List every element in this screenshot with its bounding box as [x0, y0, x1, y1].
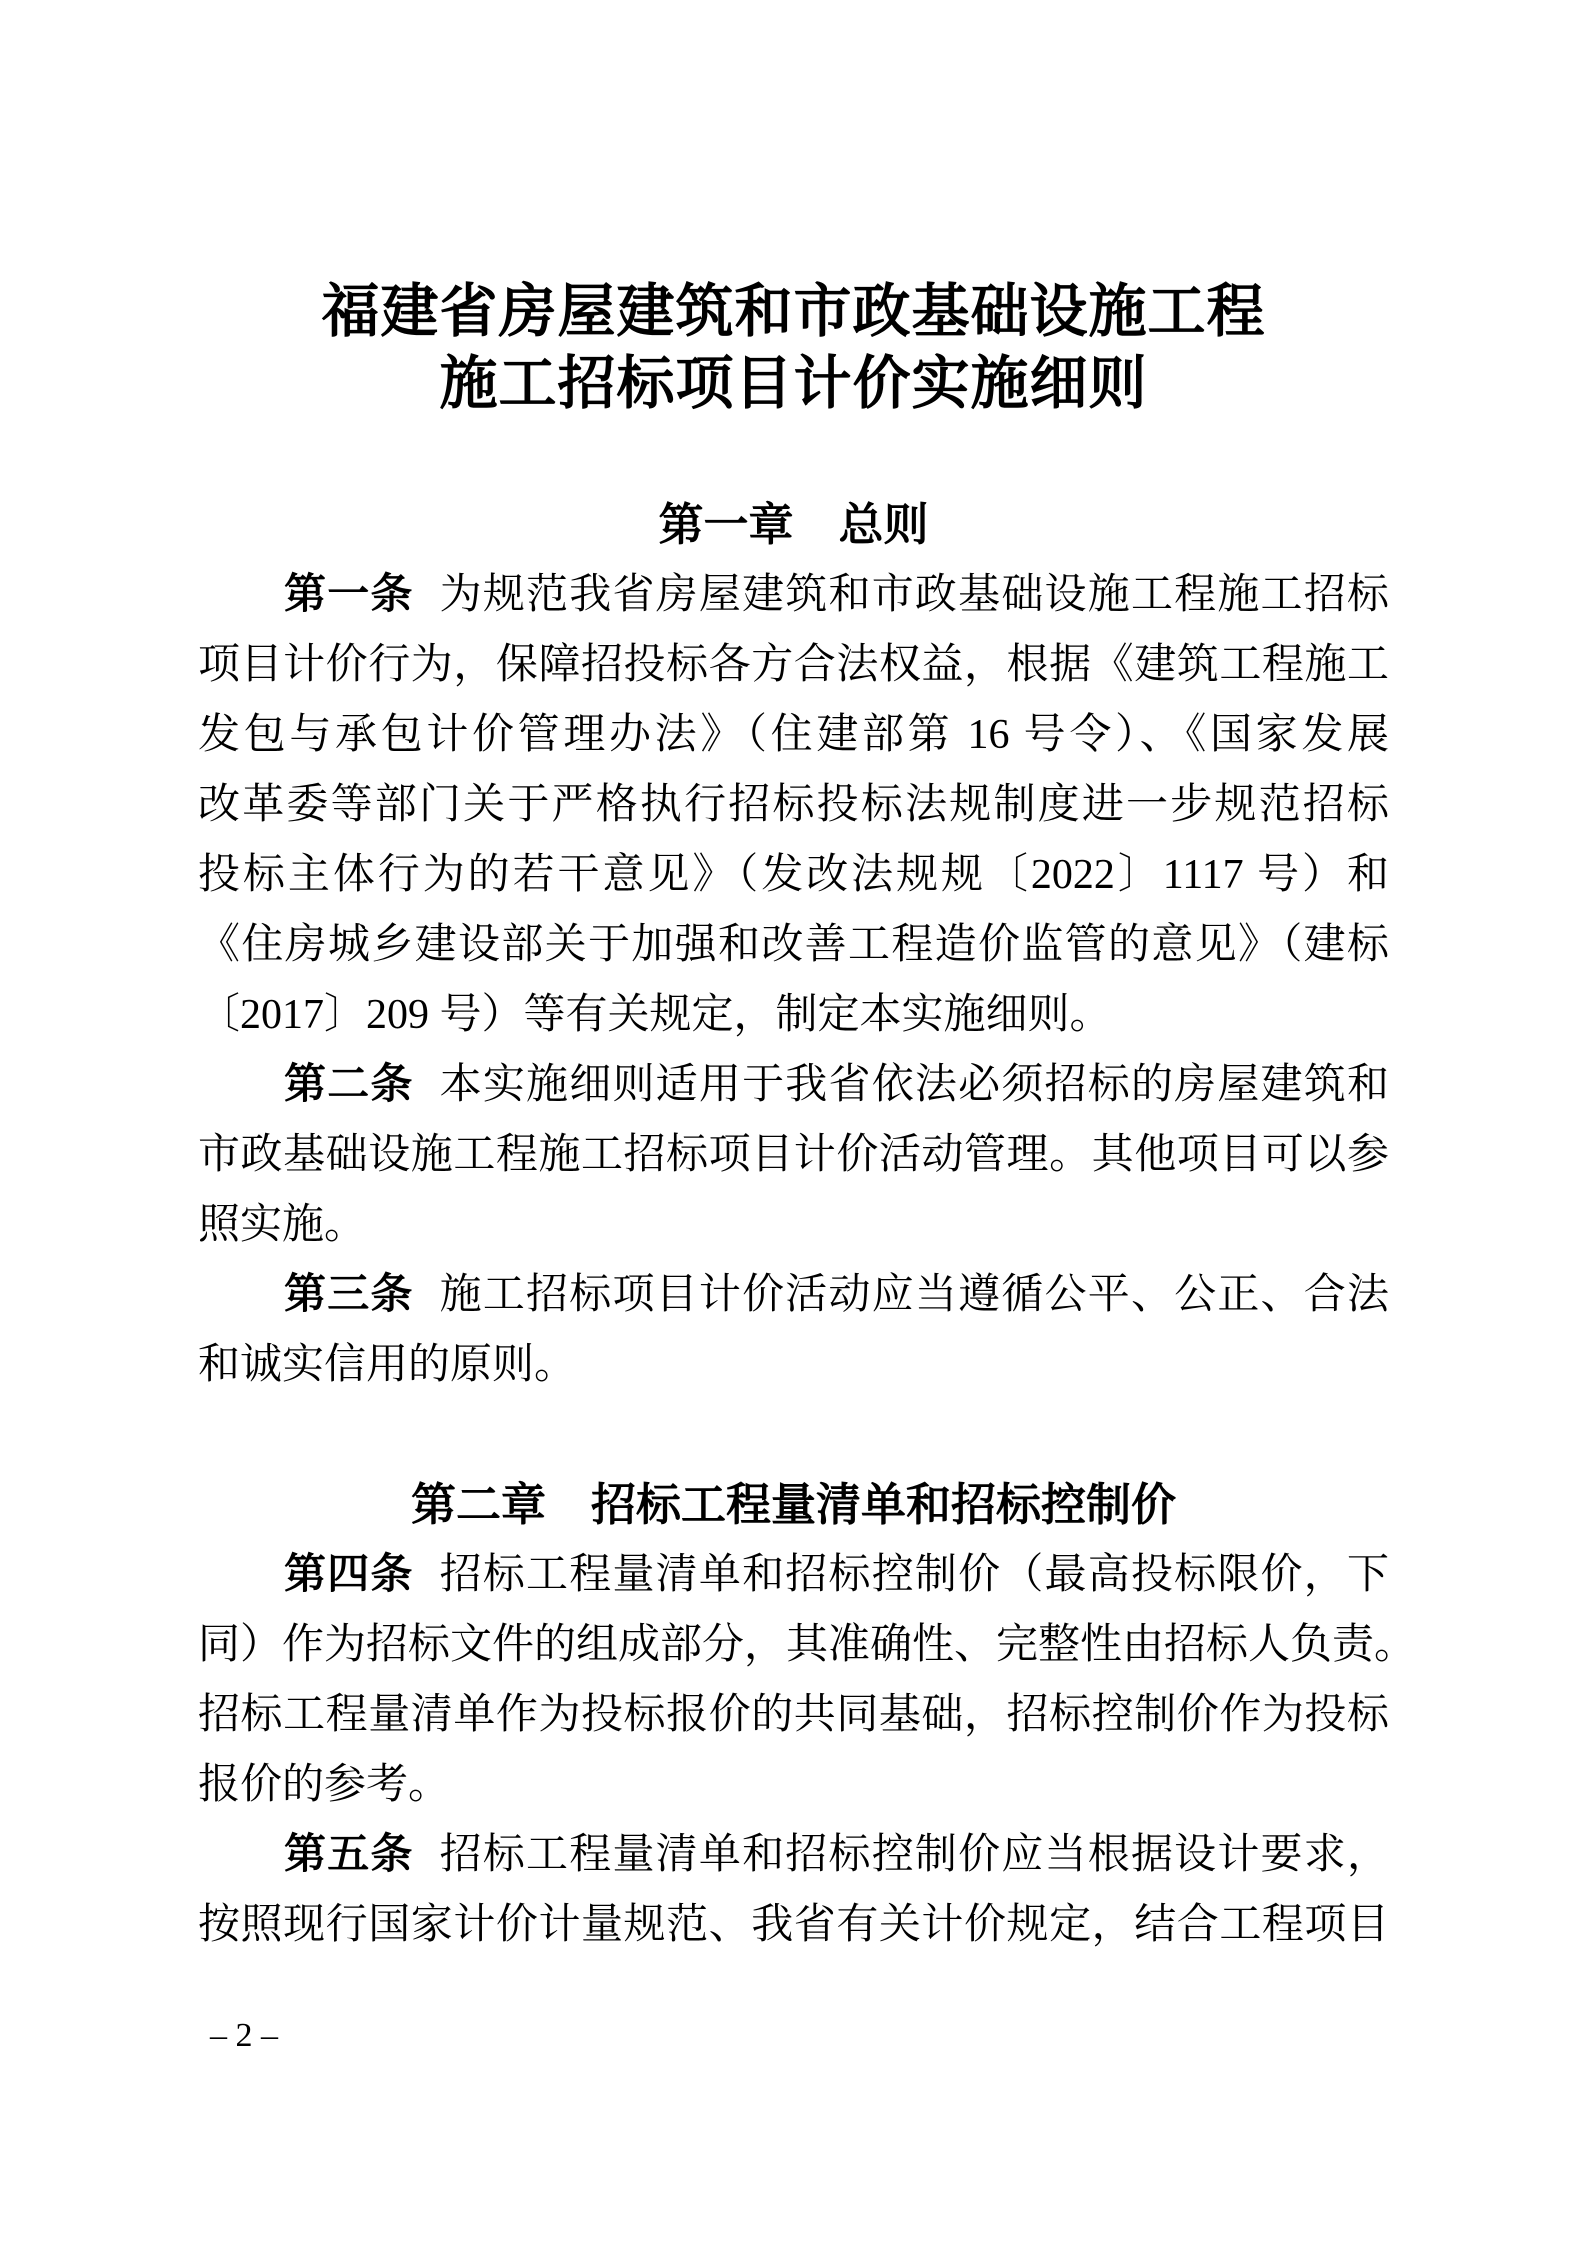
article-1-line-4: 改革委等部门关于严格执行招标投标法规制度进一步规范招标: [198, 782, 1389, 828]
article-3-line-1: [198, 1260, 1389, 1330]
article-5-line-1-text: 招标工程量清单和招标控制价应当根据设计要求，: [439, 1832, 1389, 1878]
article-5-number: 第五条: [284, 1832, 414, 1878]
chapter-1-heading: 第一章 总则: [658, 499, 929, 550]
article-2-line-3: 照实施。: [198, 1202, 367, 1248]
document-title-line-1: 福建省房屋建筑和市政基础设施工程: [321, 279, 1266, 344]
article-3: [198, 1260, 1389, 1400]
article-3-number: 第三条: [284, 1272, 414, 1318]
article-1-line-3: 发包与承包计价管理办法》（住建部第 16 号令）、《国家发展: [198, 712, 1389, 758]
document-title-line-2: 施工招标项目计价实施细则: [439, 351, 1148, 416]
chapter-2-heading: 第二章 招标工程量清单和招标控制价: [410, 1479, 1176, 1530]
article-4-line-3: 招标工程量清单作为投标报价的共同基础，招标控制价作为投标: [198, 1692, 1389, 1738]
article-1-number: 第一条: [284, 572, 414, 618]
article-2: [198, 1050, 1389, 1260]
article-1-line-1: [198, 560, 1389, 630]
article-5-line-2: 按照现行国家计价计量规范、我省有关计价规定，结合工程项目: [198, 1902, 1389, 1948]
article-4-line-4: 报价的参考。: [198, 1762, 451, 1808]
article-2-number: 第二条: [284, 1062, 414, 1108]
article-4: [198, 1540, 1417, 1820]
article-5-line-1: [198, 1820, 1389, 1890]
article-4-number: 第四条: [284, 1552, 414, 1598]
document-title: [198, 276, 1389, 420]
article-1-line-6: 《住房城乡建设部关于加强和改善工程造价监管的意见》（建标: [198, 922, 1389, 968]
article-5: [198, 1820, 1389, 1960]
article-1-line-7: 〔2017〕209 号）等有关规定，制定本实施细则。: [198, 992, 1112, 1038]
article-2-line-1-text: 本实施细则适用于我省依法必须招标的房屋建筑和: [439, 1062, 1389, 1108]
article-1: [198, 560, 1389, 1050]
article-1-line-5: 投标主体行为的若干意见》（发改法规规〔2022〕1117 号）和: [198, 852, 1389, 898]
article-3-line-1-text: 施工招标项目计价活动应当遵循公平、公正、合法: [439, 1272, 1389, 1318]
article-2-line-2: 市政基础设施工程施工招标项目计价活动管理。其他项目可以参: [198, 1132, 1389, 1178]
page-number: – 2 –: [210, 2017, 278, 2054]
article-1-line-1-text: 为规范我省房屋建筑和市政基础设施工程施工招标: [439, 572, 1389, 618]
article-3-line-2: 和诚实信用的原则。: [198, 1342, 577, 1388]
article-2-line-1: [198, 1050, 1389, 1120]
article-4-line-1: [198, 1540, 1389, 1610]
article-4-line-1-text: 招标工程量清单和招标控制价（最高投标限价，下: [439, 1552, 1389, 1598]
article-4-line-2: 同）作为招标文件的组成部分，其准确性、完整性由招标人负责。: [198, 1622, 1417, 1668]
article-1-line-2: 项目计价行为，保障招投标各方合法权益，根据《建筑工程施工: [198, 642, 1389, 688]
